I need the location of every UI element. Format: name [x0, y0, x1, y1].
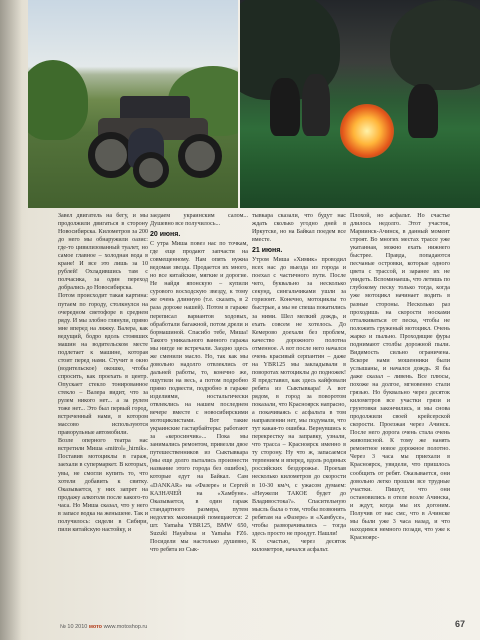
issue-label: № 10 2010	[60, 624, 88, 630]
text-column-2	[150, 212, 248, 618]
text-column-4	[350, 212, 450, 618]
website-label: www.motoshop.ru	[103, 624, 148, 630]
photo-motorcycles-roadside	[28, 0, 238, 208]
motorcycle-wheel	[178, 134, 222, 178]
tree-shape	[28, 60, 88, 140]
paragraph: С утра Миша повез нас по точкам, где еще продают запчасти на совмещенному. Нам опять нужна ведомая звезда. Продается их много, но все китайские, мягкие и дорогие. Не найдя японскую – купили сурового восходскую звезду, к тому же очень длинную (т.е. сказать, в 2 раза дороже нашей). Потом в гараже переписал вариантов ходовых, обработали багажной, потом дрели и бормашиной. Спасибо тебе, Миша! Такого уникального ванного гаража мы нигде не встречали. Заодно здесь же сменили масло. Но, так как мы довольно надолго отвлеклись от дальней работы, то, конечно же, ощутили на весь, а потом подробно прямо подвести, подробно в гараже изделиями, ностальгически отвлеклись на нашем последнем вечере вместе с новосибирскими мотоциклистами. Вот такие украинские гастарбайтеры: работают за «керосинчик»... Пока мы занимались ремонтом, привезли двое путешественников из Сыктывкара (мы еще долго пытались произнести название этого города без ошибок), которые едут на Байкал. Сам «DANKAR» на «Фазере» и Сергей КАЗНАЧЕЙ на «Хамбуне». Оказывается, в один гараж стандартного размера, путем недолгих махинаций помещаются: 2 шт. Yamaha YBR125, BMW 650, Suzuki Hayabusa и Yamaha FZ6. Посидели мы настолько душевно, что ребята из Сык-	[150, 241, 248, 553]
paragraph: тывкара сказали, что будут нас ждать сколько угодно дней в Иркутске, но на Байкал поедем все вместе.	[252, 213, 346, 244]
binding-shadow	[0, 0, 22, 640]
text-column-3	[252, 212, 346, 618]
page-number: 67	[455, 619, 466, 629]
section-heading-june-20: 20 июня.	[150, 231, 181, 239]
paragraph: Возле оперного театра нас встретили Миша «mitrol»_hirnik». Поставив мотоциклы в гараж, заехали в супермаркет. В которых, увы, не смогли купить то, что хотели добавить к свитку. Оказывается, у них запрет на продажу алкоголя после какого-то часа. Но Миша сказал, что у него в запасе водка на женьшене. Так и получилось: сидели в Сибири, пили китайскую настойку, и	[58, 438, 148, 533]
paragraph: Плохой, но асфальт. Но счастье длилось недолго. Этот участок, Мариинск-Ачинск, в данный момент строят. Во многих местах трассе уже укатанная, можно ехать нижнего быстрее. Правда, попадаются песчаные островки, которые одного цвета с трассой, и заранее их не увидеть. Вспоминаешь, что летишь по глубокому песку только тогда, когда уже мотоцикл начинает водить в разные стороны. Несколько раз проходишь на скорости носками отталкиваться от песка, чтобы не положить груженый мотоцикл. Очень жарко и пыльно. Проходящие фуры поднимают столбы дорожной пыли. Видимость сильно ограничена. Вскоре нами мошенники были услышаны, и начался дождь. Я бы даже сказал – ливень. Все плюсы, похоже на долгое, мгновенно стали грязью. Но буквально через десяток километров все участки грязи и грунтовки закончились, и мы снова продолжили своей крейсерской скорости. Проезжая через Ачинск. После него дорога очень стала очень живописной. К тому же нанять ремонтное новое дорожное полотно. Через 3 часа мы приехали в Красноярск, увидели, что пришлось сообщить от ребят. Оказывается, они довольно легко прошли все трудные участки. Пишут, что они остановились в отеле возле Ачинска, и ждут, когда мы их догоним. Получив от нас смс, что в Ачинске мы были уже 3 часа назад, и что находимся немного позади, что уже к Красноярс-	[350, 213, 450, 541]
campfire	[340, 104, 394, 158]
paragraph: Завел двигатель на бегу, и мы продолжили двигаться в сторону Новосибирска. Километров за 200 до него мы обнаружили оазис: где-то цивилизованный туалет, но самое главное – холодная вода в кране! И все это лишь за 10 рублей! Охладившись там с полчасика, за один переход добрались до Новосибирска.	[58, 213, 148, 292]
spare-tire	[133, 152, 169, 188]
photo-campfire-night	[240, 0, 480, 208]
page-footer	[60, 624, 147, 630]
paragraph: Потом происходит такая картина: путаем по городу, столкнулся на очередном светофоре в среднем ряду. И мы злобно глянули, прямо мне вперед на ляжку. Валера, как ведущий, бодро вдоль стоявших машин на водительском месте подлетает к машине, которая стоит перед нами. Стучит в окно (водительское) окошко, чтобы спросить, как проехать в центр. Опускает стекло тонированное стекло – Валера видит, что за рулем никого нет... а за рулем тоже нет... Это был первый город, встреченный нами, в котором массово используются праворульные автомобили.	[58, 293, 148, 437]
person-silhouette	[408, 84, 438, 138]
paragraph: заедаем украинским салом... Душевно все получилось...	[150, 213, 248, 228]
section-heading-june-21: 21 июня.	[252, 247, 283, 255]
text-column-1	[58, 212, 148, 618]
tree-shape	[390, 0, 480, 90]
paragraph: Утром Миша «Химик» проводил всех нас до выезда из города и поехал с частичного пути. После чего, буквально за несколько секунд, сингальчиками ушли за горизонт. Конечно, мотоциклы то быстрые, а мы не спеша покатились за ними. Шел мелкий дождь, и ехать совсем не хотелось. До Кемерово доехали без проблем, качество дорожного полотна отменное. А вот после него начался очень красивый серпантин – даже на YBR125 мы закладывали в поворотах мотоциклы до подножек! Я представил, как здесь кайфовали ребята из Сыктывкара! А вот рядом, в город за поворотом показали, что Красноярск напрасно, а покачиваясь с асфальта в том направлении нет, мы подумали, что тут какая-то ошибка. Вернувшись к перекрестку на заправку, узнали, что трасса – Красноярск именно в ту сторону. Ну что ж, запасаемся терпением и вперед, вдоль родиных российских бездорожье. Проехав несколько километров до скорости в 10-30 км/ч, с ужасом думаем: «Неужели ТАКОЕ будет до Владивостока?». Спасительную мысль была о том, чтобы позвонить ребятам на «Фазере» и «Хамбусе», чтобы разворачивались – тогда здесь просто не проедут. Нашли!	[252, 257, 346, 537]
magazine-brand: мото	[88, 624, 103, 630]
person-silhouette	[302, 74, 330, 136]
person-silhouette	[270, 78, 300, 136]
paragraph: К счастью, через десяток километров, начался асфальт.	[252, 538, 346, 553]
